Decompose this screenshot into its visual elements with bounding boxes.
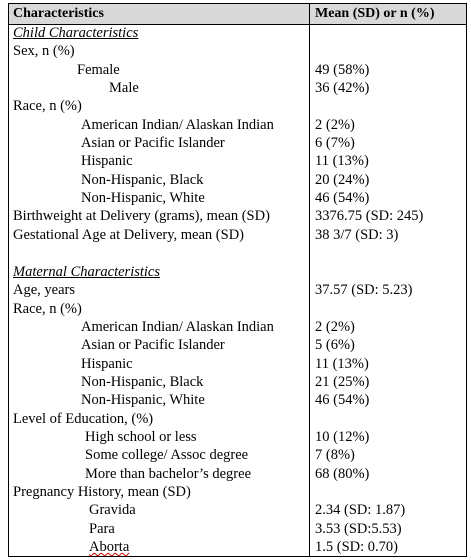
- maternal-education-label-0: High school or less: [85, 429, 197, 445]
- maternal-race-value-0: 2 (2%): [315, 319, 355, 335]
- child-female-label: Female: [77, 62, 120, 78]
- maternal-race-value-2: 11 (13%): [315, 356, 369, 372]
- maternal-education-value-0: 10 (12%): [315, 429, 370, 445]
- maternal-section-title: Maternal Characteristics: [13, 264, 161, 280]
- child-race-label-1: Asian or Pacific Islander: [81, 135, 225, 151]
- maternal-pregnancy-label-2: Aborta: [89, 539, 130, 555]
- maternal-education-label-1: Some college/ Assoc degree: [85, 447, 249, 463]
- maternal-race-value-3: 21 (25%): [315, 374, 370, 390]
- child-race-value-2: 11 (13%): [315, 153, 369, 169]
- maternal-education-label-2: More than bachelor’s degree: [85, 466, 252, 482]
- maternal-pregnancy-value-2: 1.5 (SD: 0.70): [315, 539, 398, 555]
- maternal-pregnancy-value-0: 2.34 (SD: 1.87): [315, 502, 406, 518]
- child-race-label-2: Hispanic: [81, 153, 133, 169]
- maternal-pregnancy-label: Pregnancy History, mean (SD): [13, 484, 191, 500]
- maternal-pregnancy-value-1: 3.53 (SD:5.53): [315, 521, 402, 537]
- maternal-education-label: Level of Education, (%): [13, 411, 154, 427]
- header-characteristics: Characteristics: [13, 6, 104, 21]
- child-race-value-1: 6 (7%): [315, 135, 355, 151]
- maternal-pregnancy-label-1: Para: [89, 521, 115, 537]
- characteristics-table: [8, 3, 467, 557]
- child-section-title: Child Characteristics: [13, 25, 139, 41]
- child-male-value: 36 (42%): [315, 80, 370, 96]
- child-race-label: Race, n (%): [13, 98, 82, 114]
- child-gestational-value: 38 3/7 (SD: 3): [315, 227, 399, 243]
- child-male-label: Male: [109, 80, 139, 96]
- child-sex-label: Sex, n (%): [13, 43, 75, 59]
- maternal-race-label-1: Asian or Pacific Islander: [81, 337, 225, 353]
- maternal-race-value-4: 46 (54%): [315, 392, 370, 408]
- child-female-value: 49 (58%): [315, 62, 370, 78]
- column-divider: [309, 4, 310, 556]
- child-race-label-0: American Indian/ Alaskan Indian: [81, 117, 274, 133]
- header-mean-sd: Mean (SD) or n (%): [315, 6, 435, 21]
- maternal-race-label: Race, n (%): [13, 301, 82, 317]
- child-race-label-4: Non-Hispanic, White: [81, 190, 205, 206]
- child-race-value-3: 20 (24%): [315, 172, 370, 188]
- maternal-race-label-4: Non-Hispanic, White: [81, 392, 205, 408]
- maternal-race-label-0: American Indian/ Alaskan Indian: [81, 319, 274, 335]
- maternal-education-value-1: 7 (8%): [315, 447, 355, 463]
- maternal-age-value: 37.57 (SD: 5.23): [315, 282, 413, 298]
- maternal-race-value-1: 5 (6%): [315, 337, 355, 353]
- child-race-value-0: 2 (2%): [315, 117, 355, 133]
- child-birthweight-label: Birthweight at Delivery (grams), mean (SD): [13, 208, 270, 224]
- maternal-education-value-2: 68 (80%): [315, 466, 370, 482]
- child-birthweight-value: 3376.75 (SD: 245): [315, 208, 424, 224]
- maternal-pregnancy-label-0: Gravida: [89, 502, 136, 518]
- child-gestational-label: Gestational Age at Delivery, mean (SD): [13, 227, 244, 243]
- child-race-label-3: Non-Hispanic, Black: [81, 172, 204, 188]
- maternal-age-label: Age, years: [13, 282, 76, 298]
- maternal-race-label-3: Non-Hispanic, Black: [81, 374, 204, 390]
- child-race-value-4: 46 (54%): [315, 190, 370, 206]
- maternal-race-label-2: Hispanic: [81, 356, 133, 372]
